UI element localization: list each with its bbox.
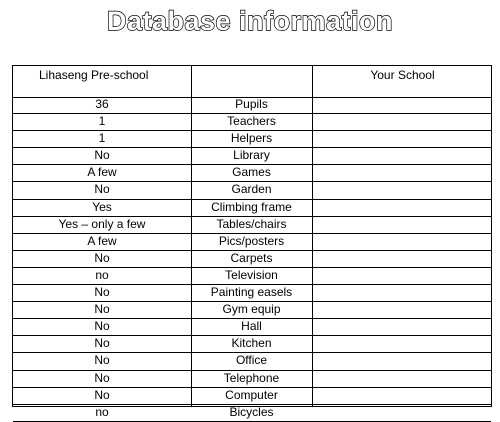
lihaseng-value-cell: No — [94, 387, 110, 402]
lihaseng-value-cell: No — [94, 302, 110, 317]
item-name-cell: Helpers — [230, 131, 273, 146]
table-row — [13, 234, 491, 251]
item-name-cell: Pics/posters — [218, 233, 285, 248]
item-name-cell: Pupils — [235, 97, 268, 111]
table-row — [13, 251, 491, 268]
table-row — [13, 302, 491, 319]
lihaseng-value-cell: No — [94, 250, 110, 265]
lihaseng-value-cell: Yes — [92, 199, 112, 214]
item-name-cell: Carpets — [230, 250, 273, 265]
lihaseng-value-cell: No — [94, 319, 110, 334]
lihaseng-value-cell: A few — [87, 165, 117, 180]
item-name-cell: Hall — [241, 319, 262, 334]
item-name-cell: Garden — [231, 182, 272, 197]
item-name-cell: Telephone — [223, 370, 280, 385]
lihaseng-value-cell: A few — [87, 233, 117, 248]
lihaseng-value-cell: No — [94, 336, 110, 351]
table-row — [13, 114, 491, 131]
item-name-cell: Bicycles — [229, 404, 274, 419]
table-row — [13, 319, 491, 336]
lihaseng-value-cell: No — [94, 148, 110, 163]
item-name-cell: Games — [232, 165, 271, 180]
item-name-cell: Television — [225, 267, 278, 282]
item-name-cell: Tables/chairs — [216, 216, 287, 231]
item-name-cell: Library — [233, 148, 270, 163]
item-name-cell: Computer — [225, 387, 278, 402]
table-row — [13, 353, 491, 370]
lihaseng-value-cell: No — [94, 353, 110, 368]
item-name-cell: Gym equip — [222, 302, 281, 317]
lihaseng-value-cell: no — [95, 404, 109, 419]
table-row — [13, 285, 491, 302]
lihaseng-value-cell: Yes – only a few — [58, 216, 146, 231]
item-name-cell: Office — [235, 353, 268, 368]
table-row — [13, 268, 491, 285]
table-row — [13, 217, 491, 234]
table-row — [13, 182, 491, 199]
lihaseng-value-cell: No — [94, 370, 110, 385]
table-row — [13, 336, 491, 353]
item-name-cell: Teachers — [227, 114, 276, 129]
table-row — [13, 131, 491, 148]
lihaseng-value-cell: 36 — [95, 97, 109, 111]
lihaseng-value-cell: 1 — [98, 114, 106, 129]
item-name-cell: Climbing frame — [211, 199, 292, 214]
lihaseng-value-cell: No — [94, 285, 110, 300]
table-row — [13, 165, 491, 182]
database-table — [12, 65, 492, 419]
lihaseng-value-cell: no — [95, 267, 109, 282]
table-row — [13, 200, 491, 217]
table-row — [13, 405, 491, 422]
table-row — [13, 371, 491, 388]
table-header-row — [13, 66, 491, 98]
item-name-cell: Kitchen — [231, 336, 272, 351]
table-body — [13, 97, 491, 422]
table-row — [13, 388, 491, 405]
lihaseng-value-cell: 1 — [98, 131, 106, 146]
table-row — [13, 148, 491, 165]
item-name-cell: Painting easels — [210, 285, 293, 300]
header-your-school: Your School — [370, 68, 435, 82]
lihaseng-value-cell: No — [94, 182, 110, 197]
header-school-name: Lihaseng Pre-school — [39, 68, 149, 82]
document-title: Database information — [106, 6, 394, 36]
table-row — [13, 97, 491, 114]
